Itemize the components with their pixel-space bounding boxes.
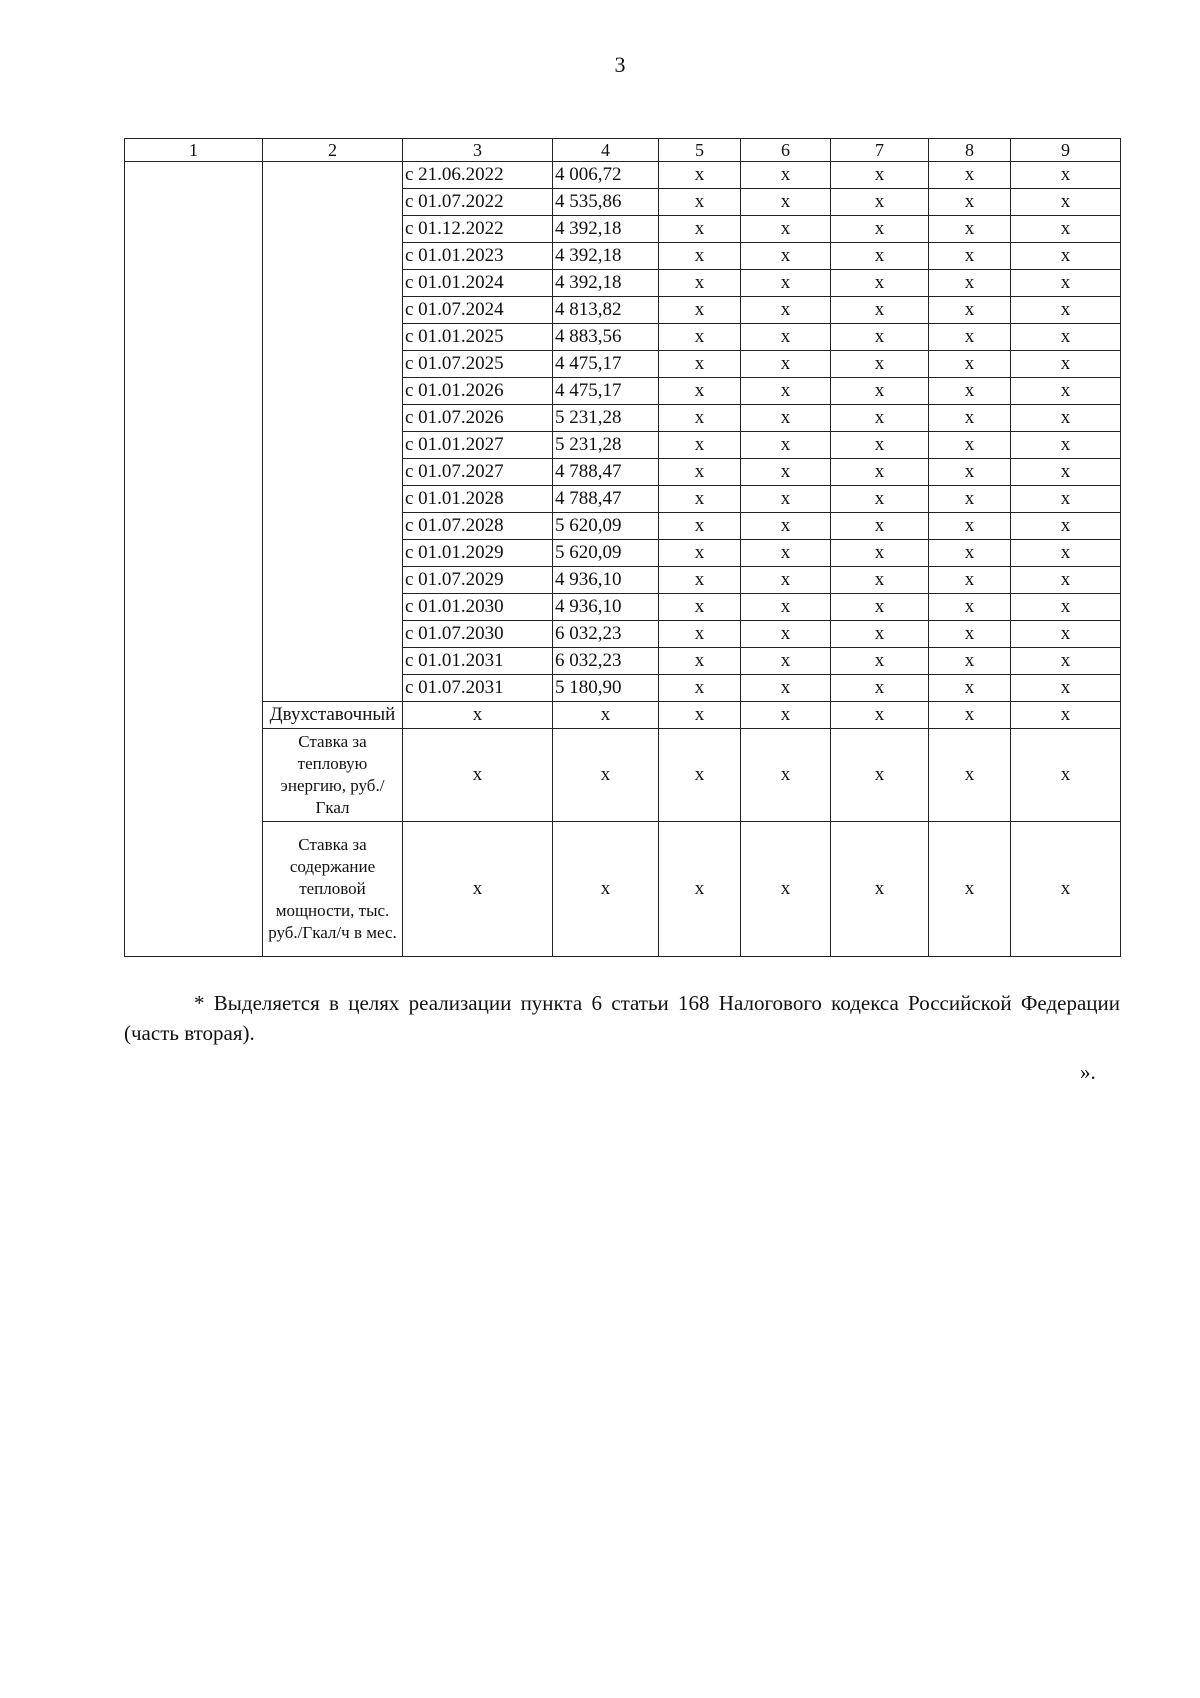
x-cell: x — [659, 216, 741, 243]
x-cell: x — [1011, 162, 1121, 189]
date-cell: с 01.07.2027 — [403, 459, 553, 486]
x-cell: x — [1011, 216, 1121, 243]
x-cell: x — [929, 189, 1011, 216]
x-cell: x — [659, 540, 741, 567]
x-cell: x — [741, 648, 831, 675]
column-header: 5 — [659, 139, 741, 162]
x-cell: x — [831, 567, 929, 594]
x-cell: x — [659, 459, 741, 486]
x-cell: x — [1011, 243, 1121, 270]
table-body — [125, 139, 1121, 957]
x-cell: x — [929, 822, 1011, 957]
value-cell: 6 032,23 — [553, 648, 659, 675]
date-cell: с 01.01.2027 — [403, 432, 553, 459]
x-cell: x — [1011, 729, 1121, 822]
value-cell: 4 936,10 — [553, 567, 659, 594]
value-cell: 4 788,47 — [553, 459, 659, 486]
x-cell: x — [553, 729, 659, 822]
x-cell: x — [741, 324, 831, 351]
x-cell: x — [831, 486, 929, 513]
column-header: 7 — [831, 139, 929, 162]
x-cell: x — [831, 243, 929, 270]
x-cell: x — [831, 702, 929, 729]
value-cell: 4 392,18 — [553, 243, 659, 270]
date-cell: с 01.07.2024 — [403, 297, 553, 324]
x-cell: x — [659, 432, 741, 459]
x-cell: x — [1011, 621, 1121, 648]
x-cell: x — [831, 648, 929, 675]
x-cell: x — [659, 243, 741, 270]
x-cell: x — [831, 270, 929, 297]
x-cell: x — [831, 405, 929, 432]
x-cell: x — [741, 822, 831, 957]
x-cell: x — [741, 270, 831, 297]
date-cell: с 01.07.2025 — [403, 351, 553, 378]
x-cell: x — [741, 567, 831, 594]
value-cell: 5 620,09 — [553, 540, 659, 567]
x-cell: x — [741, 378, 831, 405]
x-cell: x — [1011, 432, 1121, 459]
x-cell: x — [659, 297, 741, 324]
x-cell: x — [1011, 297, 1121, 324]
x-cell: x — [929, 405, 1011, 432]
x-cell: x — [1011, 459, 1121, 486]
table-row — [125, 162, 1121, 189]
x-cell: x — [741, 432, 831, 459]
x-cell: x — [1011, 675, 1121, 702]
x-cell: x — [659, 621, 741, 648]
value-cell: 6 032,23 — [553, 621, 659, 648]
footnote: * Выделяется в целях реализации пункта 6 статьи 168 Налогового кодекса Российской Федерации (часть вторая). — [124, 991, 1120, 1045]
date-cell: с 01.07.2029 — [403, 567, 553, 594]
x-cell: x — [1011, 324, 1121, 351]
value-cell: 5 231,28 — [553, 405, 659, 432]
x-cell: x — [929, 540, 1011, 567]
column-header: 4 — [553, 139, 659, 162]
x-cell: x — [741, 675, 831, 702]
x-cell: x — [1011, 567, 1121, 594]
x-cell: x — [659, 594, 741, 621]
date-cell: с 01.07.2030 — [403, 621, 553, 648]
column-header: 8 — [929, 139, 1011, 162]
x-cell: x — [929, 486, 1011, 513]
x-cell: x — [831, 189, 929, 216]
x-cell: x — [1011, 270, 1121, 297]
x-cell: x — [741, 216, 831, 243]
date-cell: с 01.12.2022 — [403, 216, 553, 243]
x-cell: x — [553, 702, 659, 729]
x-cell: x — [831, 432, 929, 459]
column-header: 3 — [403, 139, 553, 162]
rate-label-cell: Ставка за содержание тепловой мощности, тыс. руб./Гкал/ч в мес. — [263, 822, 403, 957]
column-2-cell — [263, 162, 403, 702]
date-cell: с 01.01.2023 — [403, 243, 553, 270]
x-cell: x — [741, 189, 831, 216]
value-cell: 4 392,18 — [553, 216, 659, 243]
column-header: 6 — [741, 139, 831, 162]
column-1-cell — [125, 162, 263, 957]
x-cell: x — [659, 405, 741, 432]
x-cell: x — [1011, 351, 1121, 378]
x-cell: x — [831, 162, 929, 189]
x-cell: x — [659, 162, 741, 189]
x-cell: x — [831, 822, 929, 957]
header-row — [125, 139, 1121, 162]
x-cell: x — [831, 513, 929, 540]
x-cell: x — [741, 540, 831, 567]
value-cell: 4 475,17 — [553, 351, 659, 378]
tariff-table — [124, 138, 1121, 957]
x-cell: x — [929, 378, 1011, 405]
x-cell: x — [1011, 540, 1121, 567]
x-cell: x — [659, 486, 741, 513]
x-cell: x — [659, 324, 741, 351]
x-cell: x — [659, 675, 741, 702]
x-cell: x — [659, 351, 741, 378]
x-cell: x — [659, 378, 741, 405]
x-cell: x — [659, 270, 741, 297]
x-cell: x — [403, 702, 553, 729]
x-cell: x — [741, 405, 831, 432]
x-cell: x — [929, 594, 1011, 621]
table-row — [125, 729, 1121, 822]
x-cell: x — [1011, 378, 1121, 405]
x-cell: x — [741, 297, 831, 324]
x-cell: x — [929, 432, 1011, 459]
x-cell: x — [659, 729, 741, 822]
x-cell: x — [1011, 822, 1121, 957]
x-cell: x — [831, 540, 929, 567]
date-cell: с 01.01.2028 — [403, 486, 553, 513]
x-cell: x — [1011, 513, 1121, 540]
x-cell: x — [1011, 405, 1121, 432]
x-cell: x — [1011, 648, 1121, 675]
x-cell: x — [831, 594, 929, 621]
x-cell: x — [1011, 189, 1121, 216]
x-cell: x — [929, 513, 1011, 540]
value-cell: 4 788,47 — [553, 486, 659, 513]
x-cell: x — [403, 822, 553, 957]
x-cell: x — [929, 162, 1011, 189]
closing-quote: ». — [1080, 1060, 1096, 1084]
x-cell: x — [741, 513, 831, 540]
date-cell: с 01.07.2031 — [403, 675, 553, 702]
date-cell: с 01.01.2031 — [403, 648, 553, 675]
x-cell: x — [741, 594, 831, 621]
date-cell: с 01.01.2025 — [403, 324, 553, 351]
value-cell: 4 883,56 — [553, 324, 659, 351]
x-cell: x — [741, 162, 831, 189]
x-cell: x — [929, 675, 1011, 702]
x-cell: x — [831, 216, 929, 243]
x-cell: x — [929, 324, 1011, 351]
x-cell: x — [831, 378, 929, 405]
x-cell: x — [741, 702, 831, 729]
x-cell: x — [831, 324, 929, 351]
value-cell: 5 231,28 — [553, 432, 659, 459]
value-cell: 4 475,17 — [553, 378, 659, 405]
column-header: 9 — [1011, 139, 1121, 162]
rate-label-cell: Двухставочный — [263, 702, 403, 729]
date-cell: с 01.07.2022 — [403, 189, 553, 216]
x-cell: x — [929, 351, 1011, 378]
x-cell: x — [929, 648, 1011, 675]
column-header: 1 — [125, 139, 263, 162]
x-cell: x — [929, 297, 1011, 324]
date-cell: с 01.01.2029 — [403, 540, 553, 567]
page-number: 3 — [614, 52, 626, 77]
value-cell: 4 392,18 — [553, 270, 659, 297]
x-cell: x — [929, 702, 1011, 729]
value-cell: 4 813,82 — [553, 297, 659, 324]
x-cell: x — [659, 513, 741, 540]
x-cell: x — [741, 459, 831, 486]
x-cell: x — [831, 621, 929, 648]
x-cell: x — [1011, 594, 1121, 621]
x-cell: x — [831, 297, 929, 324]
x-cell: x — [1011, 702, 1121, 729]
x-cell: x — [741, 351, 831, 378]
x-cell: x — [831, 729, 929, 822]
x-cell: x — [1011, 486, 1121, 513]
date-cell: с 01.01.2030 — [403, 594, 553, 621]
x-cell: x — [929, 243, 1011, 270]
x-cell: x — [659, 567, 741, 594]
x-cell: x — [741, 243, 831, 270]
value-cell: 5 620,09 — [553, 513, 659, 540]
x-cell: x — [741, 621, 831, 648]
date-cell: с 21.06.2022 — [403, 162, 553, 189]
table-row — [125, 822, 1121, 957]
rate-label-cell: Ставка за тепловую энергию, руб./Гкал — [263, 729, 403, 822]
value-cell: 4 535,86 — [553, 189, 659, 216]
date-cell: с 01.07.2028 — [403, 513, 553, 540]
x-cell: x — [831, 675, 929, 702]
value-cell: 4 936,10 — [553, 594, 659, 621]
value-cell: 5 180,90 — [553, 675, 659, 702]
x-cell: x — [929, 270, 1011, 297]
x-cell: x — [929, 621, 1011, 648]
x-cell: x — [403, 729, 553, 822]
x-cell: x — [741, 729, 831, 822]
x-cell: x — [831, 459, 929, 486]
x-cell: x — [929, 567, 1011, 594]
x-cell: x — [929, 216, 1011, 243]
x-cell: x — [831, 351, 929, 378]
x-cell: x — [659, 189, 741, 216]
table-row — [125, 702, 1121, 729]
date-cell: с 01.07.2026 — [403, 405, 553, 432]
x-cell: x — [659, 822, 741, 957]
value-cell: 4 006,72 — [553, 162, 659, 189]
x-cell: x — [929, 459, 1011, 486]
column-header: 2 — [263, 139, 403, 162]
date-cell: с 01.01.2024 — [403, 270, 553, 297]
x-cell: x — [659, 702, 741, 729]
x-cell: x — [553, 822, 659, 957]
x-cell: x — [741, 486, 831, 513]
x-cell: x — [929, 729, 1011, 822]
date-cell: с 01.01.2026 — [403, 378, 553, 405]
x-cell: x — [659, 648, 741, 675]
